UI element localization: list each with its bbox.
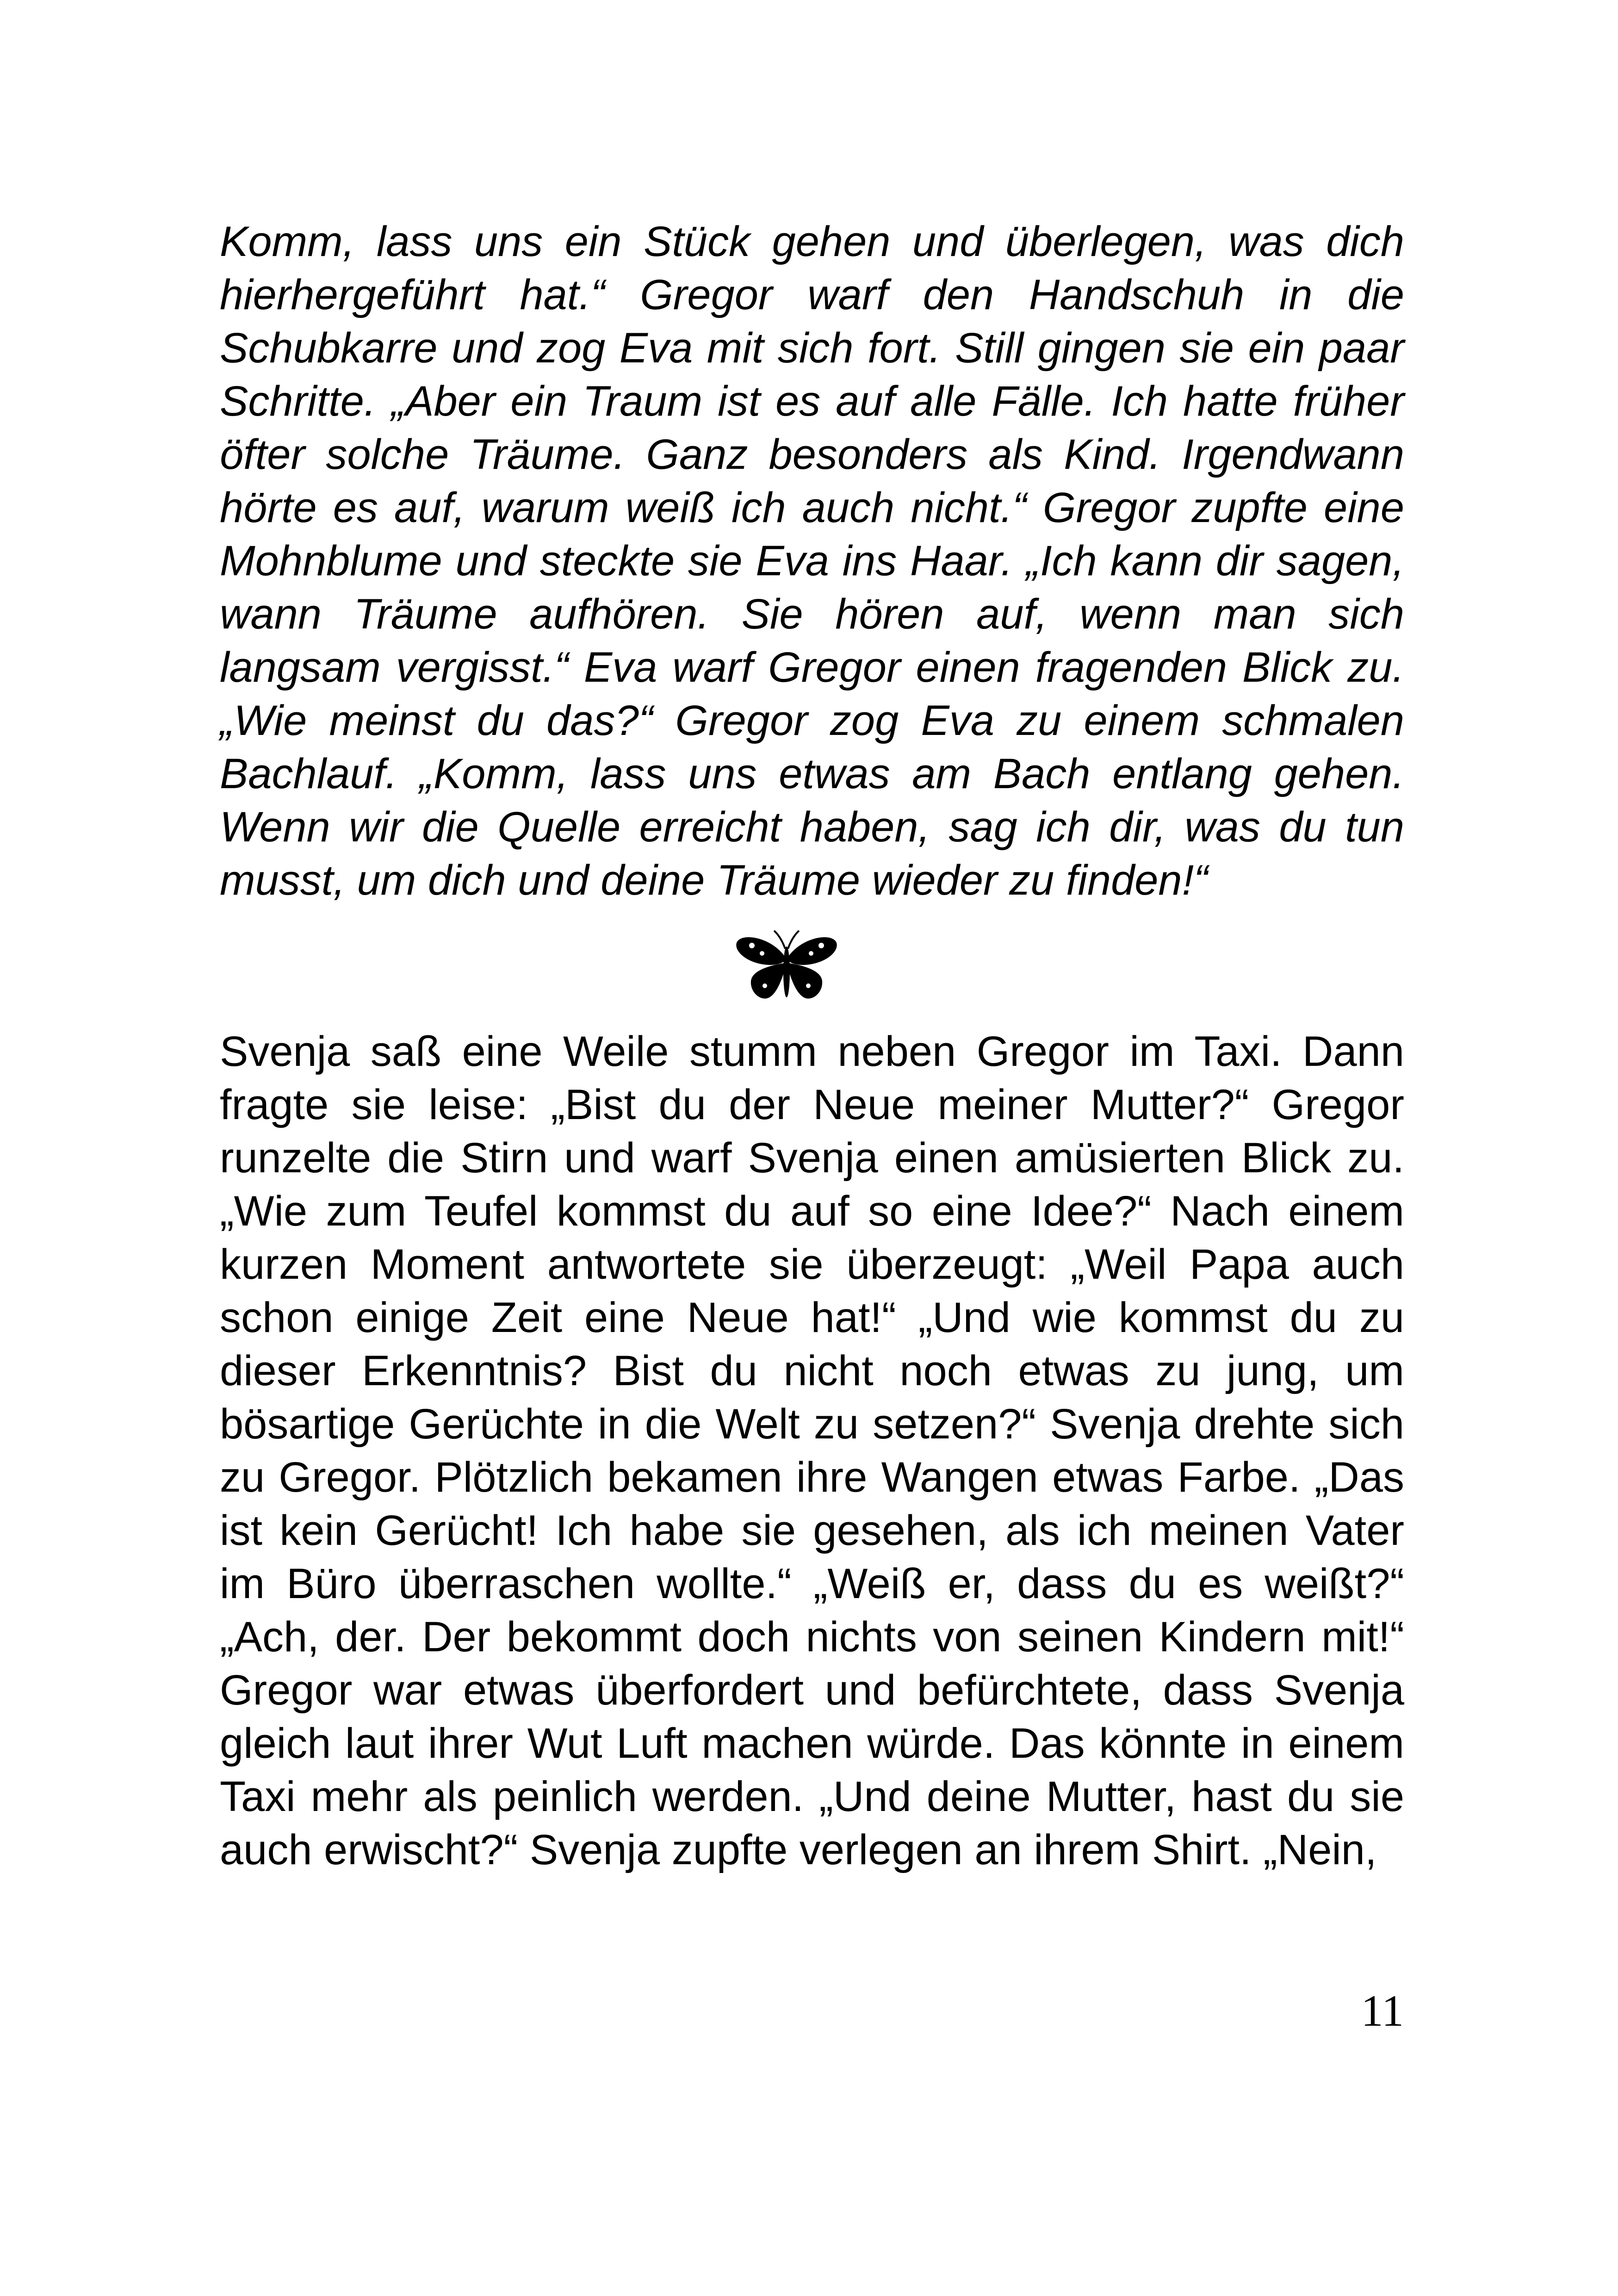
butterfly-icon xyxy=(733,928,840,1007)
regular-passage: Svenja saß eine Weile stumm neben Gregor im Taxi. Dann fragte sie leise: „Bist du der Neue meiner Mutter?“ Gregor runzelte die Stirn und warf Svenja einen amüsierten Blick zu. „Wie zum Teufel kommst du auf so eine Idee?“ Nach einem kurzen Moment antwortete sie überzeugt: „Weil Papa auch schon einige Zeit eine Neue hat!“ „Und wie kommst du zu dieser Erkenntnis? Bist du nicht noch etwas zu jung, um bösartige Gerüchte in die Welt zu setzen?“ Svenja drehte sich zu Gregor. Plötzlich bekamen ihre Wangen etwas Farbe. „Das ist kein Gerücht! Ich habe sie gesehen, als ich meinen Vater im Büro überraschen wollte.“ „Weiß er, dass du es weißt?“ „Ach, der. Der bekommt doch nichts von seinen Kindern mit!“ Gregor war etwas überfordert und befürchtete, dass Svenja gleich laut ihrer Wut Luft machen würde. Das könnte in einem Taxi mehr als peinlich werden. „Und deine Mutter, hast du sie auch erwischt?“ Svenja zupfte verlegen an ihrem Shirt. „Nein, xyxy=(220,1028,1404,1873)
page-number: 11 xyxy=(1361,1986,1404,2035)
italic-passage: Komm, lass uns ein Stück gehen und überlegen, was dich hierhergeführt hat.“ Gregor warf den Handschuh in die Schubkarre und zog Eva mit sich fort. Still gingen sie ein paar Schritte. „Aber ein Traum ist es auf alle Fälle. Ich hatte früher öfter solche Träume. Ganz besonders als Kind. Irgendwann hörte es auf, warum weiß ich auch nicht.“ Gregor zupfte eine Mohnblume und steckte sie Eva ins Haar. „Ich kann dir sagen, wann Träume aufhören. Sie hören auf, wenn man sich langsam vergisst.“ Eva warf Gregor einen fragenden Blick zu. „Wie meinst du das?“ Gregor zog Eva zu einem schmalen Bachlauf. „Komm, lass uns etwas am Bach entlang gehen. Wenn wir die Quelle erreicht haben, sag ich dir, was du tun musst, um dich und deine Träume wieder zu finden!“ xyxy=(220,218,1404,904)
